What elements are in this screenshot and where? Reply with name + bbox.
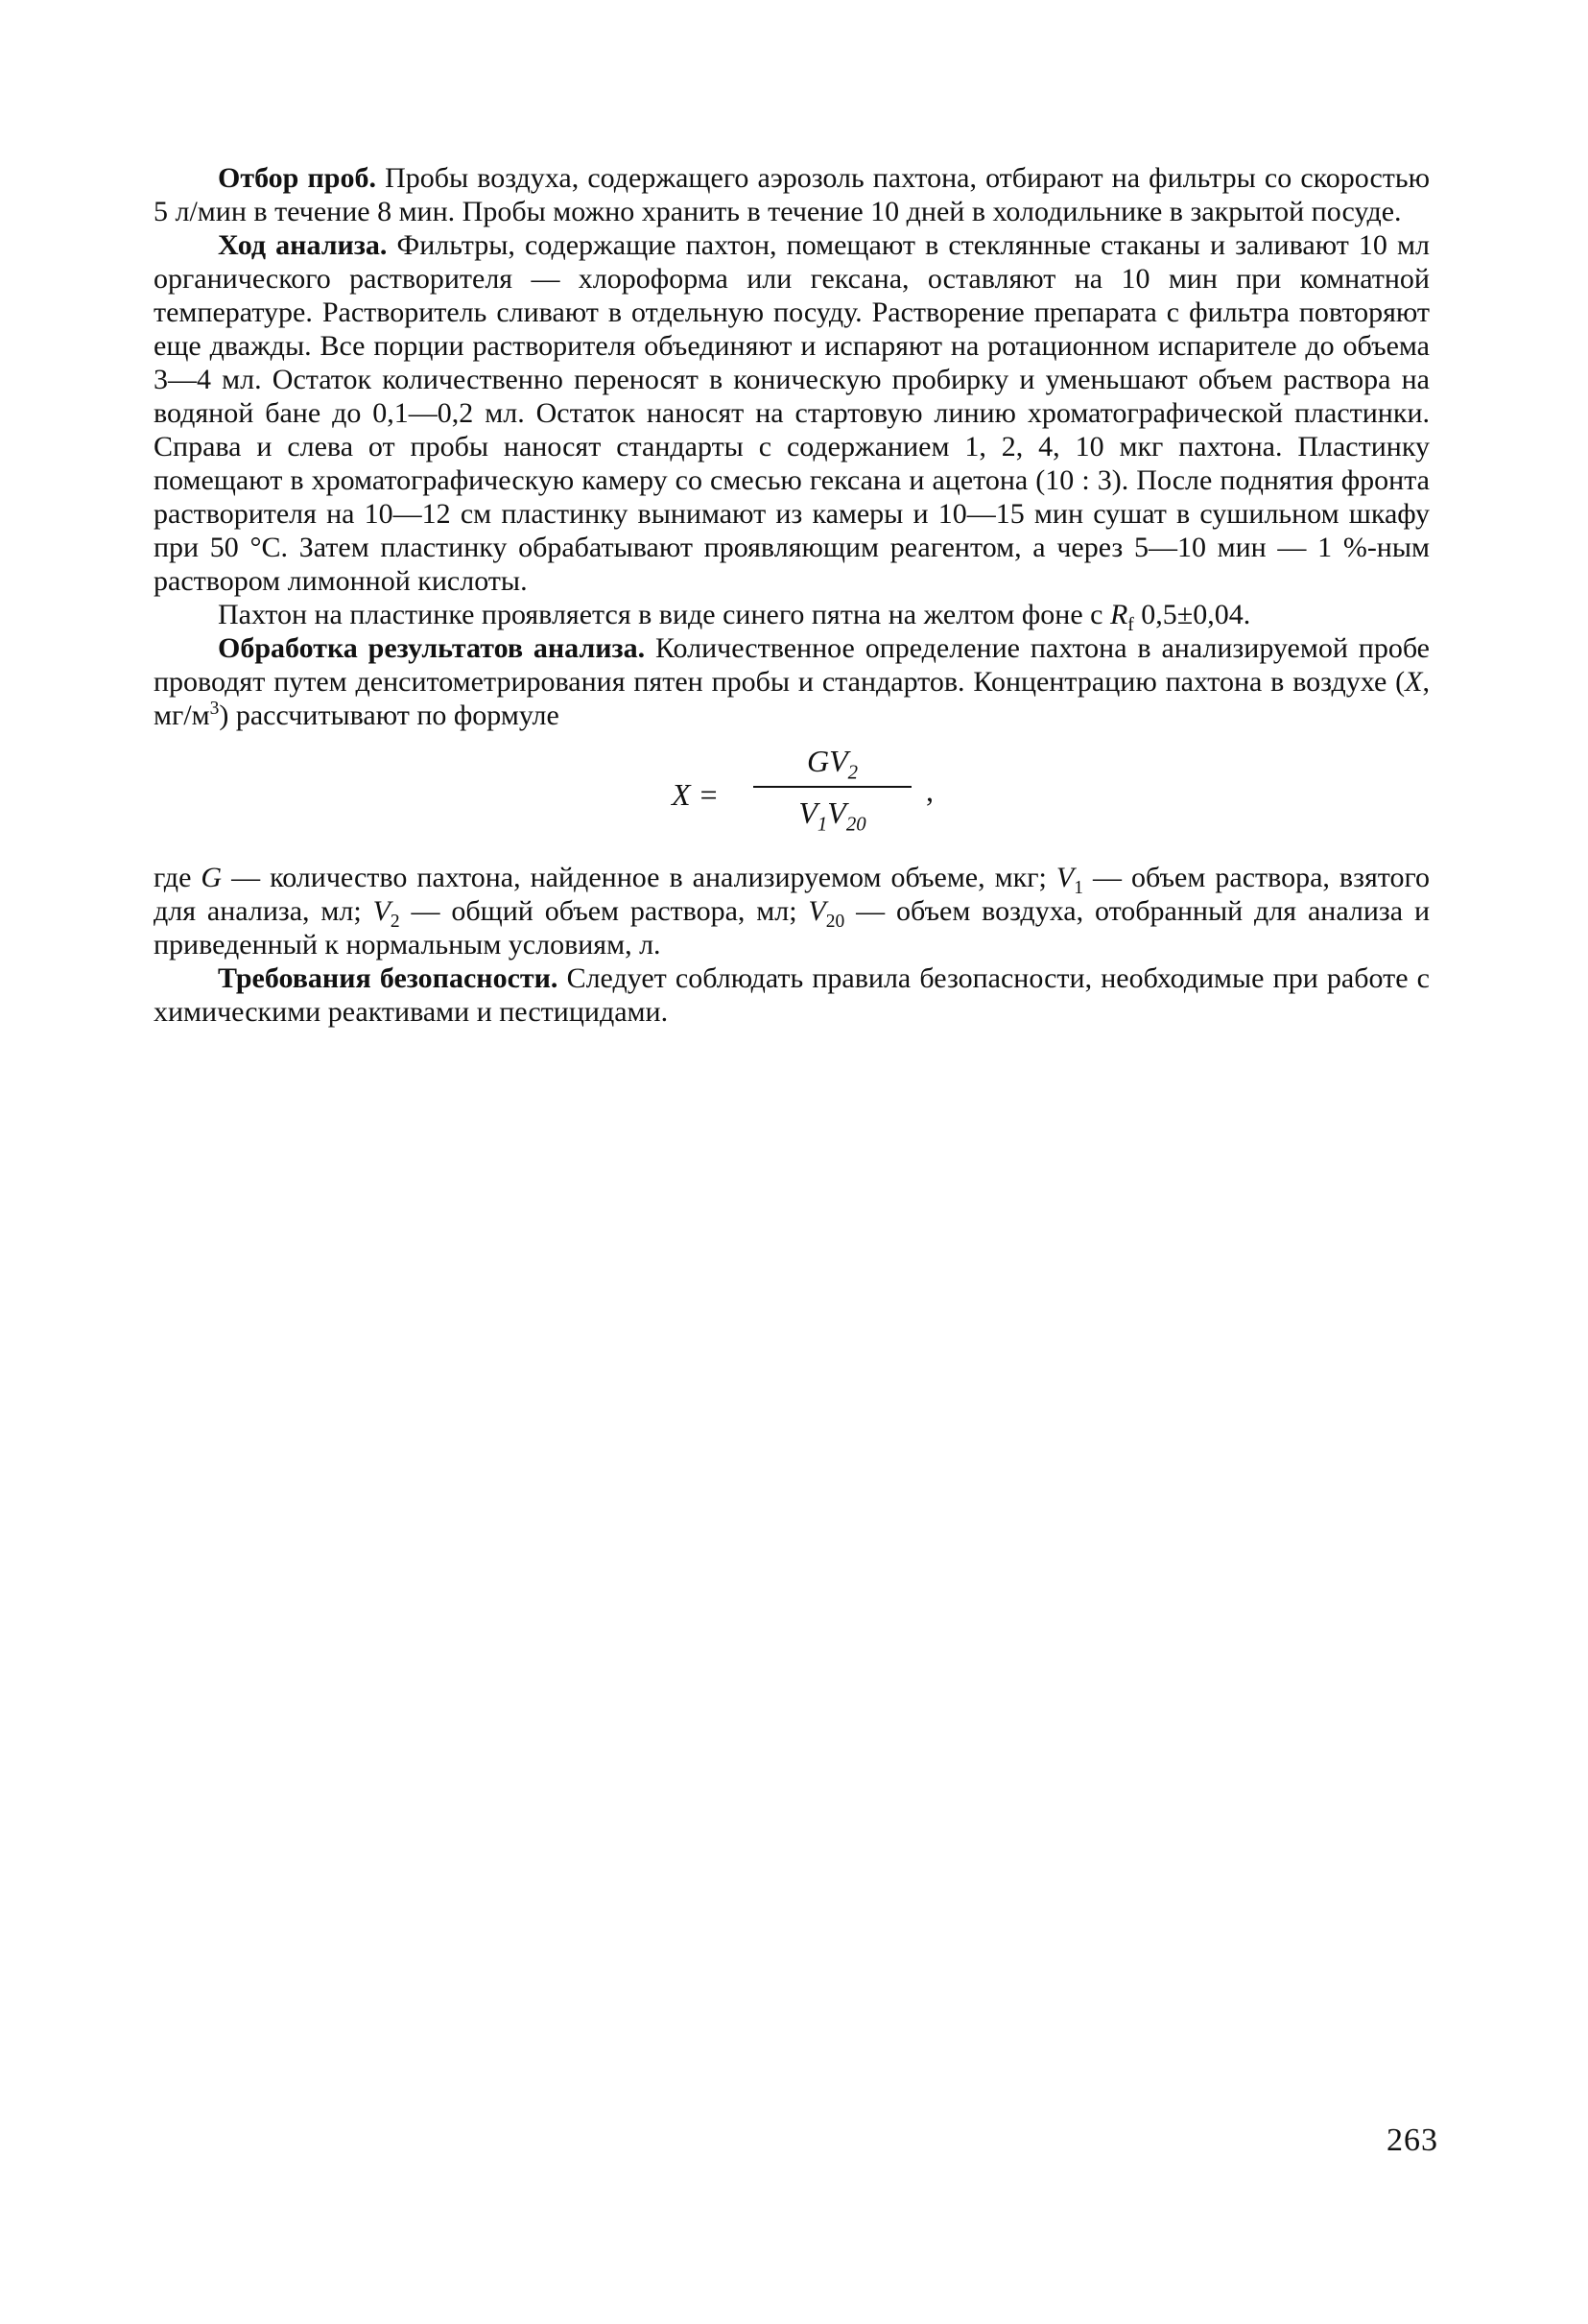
formula-lhs: X = — [672, 777, 720, 812]
safety-paragraph — [154, 961, 1430, 1029]
formula-denominator — [753, 792, 912, 834]
concentration-variable: X — [1405, 666, 1423, 698]
procedure-text: Фильтры, содержащие пахтон, помещают в стеклянные стаканы и заливают 10 мл органического растворителя — хлороформа или гексана, оставляют на 10 мин при комнатной температуре. Растворитель сливают в отдельную посуду. Растворение препарата с фильтра повторяют еще дважды. Все порции растворителя объединяют и испаряют на ротационном испарителе до объема 3—4 мл. Остаток количественно переносят в коническую пробирку и уменьшают объем раствора на водяной бане до 0,1—0,2 мл. Остаток наносят на стартовую линию хроматографической пластинки. Справа и слева от пробы наносят стандарты с содержанием 1, 2, 4, 10 мкг пахтона. Пластинку помещают в хроматографическую камеру со смесью гексана и ацетона (10 : 3). После поднятия фронта растворителя на 10—12 см пластинку вынимают из камеры и 10—15 мин сушат в сушильном шкафу при 50 °С. Затем пластинку обрабатывают проявляющим реагентом, а через 5—10 мин — 1 %-ным раствором лимонной кислоты. — [154, 229, 1430, 597]
legend-g: G — [201, 862, 223, 893]
denominator-v2-subscript: 20 — [845, 813, 866, 836]
page-number: 263 — [1387, 2122, 1438, 2158]
sampling-heading: Отбор проб. — [218, 162, 376, 194]
concentration-formula — [154, 740, 1430, 855]
safety-heading: Требования безопасности. — [218, 962, 558, 994]
unit-superscript: 3 — [209, 699, 220, 719]
legend-v2-subscript: 2 — [390, 912, 400, 932]
procedure-heading: Ход анализа. — [218, 229, 388, 261]
legend-paragraph — [154, 861, 1430, 961]
spot-text-before: Пахтон на пластинке проявляется в виде синего пятна на желтом фоне с — [218, 599, 1110, 630]
processing-heading: Обработка результатов анализа. — [218, 632, 646, 664]
numerator-subscript: 2 — [847, 761, 859, 784]
fraction-bar — [753, 786, 912, 788]
procedure-paragraph — [154, 228, 1430, 598]
legend-v1-subscript: 1 — [1074, 878, 1083, 898]
legend-part-4: — общий объем раствора, мл; — [399, 895, 809, 927]
spot-text-after: 0,5±0,04. — [1133, 599, 1251, 630]
formula-trailing-comma: , — [926, 773, 934, 808]
sampling-paragraph — [154, 161, 1430, 228]
formula-fraction — [753, 740, 912, 834]
legend-part-1: где — [154, 862, 201, 893]
rf-subscript: f — [1127, 615, 1134, 635]
concentration-unit: , мг/м — [154, 666, 1430, 731]
processing-paragraph — [154, 631, 1430, 732]
spot-paragraph — [154, 598, 1430, 635]
sampling-text: Пробы воздуха, содержащего аэрозоль пахтона, отбирают на фильтры со скоростью 5 л/мин в течение 8 мин. Пробы можно хранить в течение 10 дней в холодильнике в закрытой посуде. — [154, 162, 1430, 227]
legend-v2: V — [372, 895, 391, 927]
safety-text: Следует соблюдать правила безопасности, необходимые при работе с химическими реактивами и пестицидами. — [154, 962, 1430, 1028]
legend-v20: V — [808, 895, 826, 927]
legend-part-3: — объем раствора, взятого для анализа, мл; — [154, 862, 1431, 927]
processing-text-before: Количественное определение пахтона в анализируемой пробе проводят путем денситометрирования пятен пробы и стандартов. Концентрацию пахтона в воздухе ( — [154, 632, 1430, 698]
legend-part-2: — количество пахтона, найденное в анализируемом объеме, мкг; — [222, 862, 1056, 893]
processing-text-after: ) рассчитывают по формуле — [219, 700, 559, 731]
rf-symbol: R — [1109, 599, 1128, 630]
denominator-v1: V — [798, 795, 818, 830]
legend-part-5: — объем воздуха, отобранный для анализа и приведенный к нормальным условиям, л. — [154, 895, 1431, 960]
legend-v20-subscript: 20 — [825, 912, 845, 932]
denominator-v1-subscript: 1 — [817, 813, 828, 836]
denominator-v2: V — [827, 795, 846, 830]
formula-numerator — [753, 740, 912, 782]
page-content — [154, 161, 1430, 1029]
numerator-main: GV — [806, 744, 848, 778]
legend-v1: V — [1055, 862, 1075, 893]
